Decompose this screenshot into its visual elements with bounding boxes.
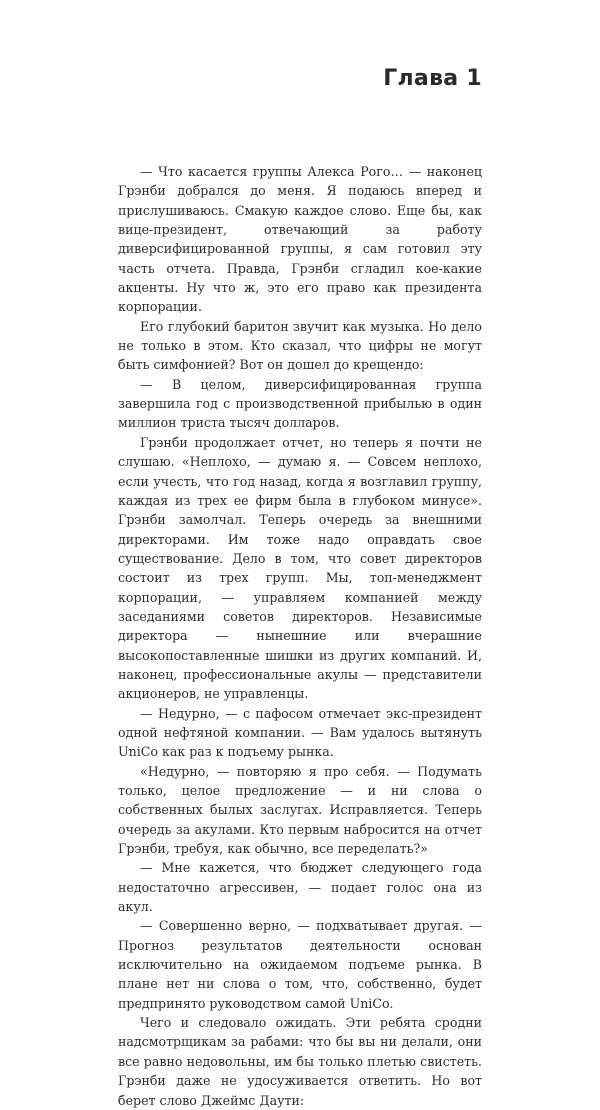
paragraph: — В целом, диверсифицированная группа завершила год с производственной прибылью в один миллион триста тысяч долларов. [118,376,482,431]
paragraph: Чего и следовало ожидать. Эти ребята сродни надсмотрщикам за рабами: что бы вы ни делали, они все равно недовольны, им бы только плетью свистеть. Грэнби даже не удосуживается ответить. Но вот берет слово Джеймс Даути: [118,1015,482,1108]
paragraph: Грэнби продолжает отчет, но теперь я почти не слушаю. «Неплохо, — думаю я. — Совсем неплохо, если учесть, что год назад, когда я возглавил группу, каждая из трех ее фирм была в глубоком минусе». Грэнби замолчал. Теперь очередь за внешними директорами. Им тоже надо оправдать свое существование. Дело в том, что совет директоров состоит из трех групп. Мы, топ-менеджмент корпорации, — управляем компанией между заседаниями советов директоров. Независимые директора — нынешние или вчерашние высокопоставленные шишки из других компаний. И, наконец, профессиональные акулы — представители акционеров, не управленцы. [118,434,482,702]
paragraph: — Мне кажется, что бюджет следующего года недостаточно агрессивен, — подает голос она из акул. [118,860,482,915]
paragraph: — Что касается группы Алекса Рого… — наконец Грэнби добрался до меня. Я подаюсь вперед и прислушиваюсь. Смакую каждое слово. Еще бы, как вице-президент, отвечающий за работу диверсифицированной группы, я сам готовил эту часть отчета. Правда, Грэнби сгладил кое-какие акценты. Ну что ж, это его право как президента корпорации. [118,164,482,315]
body-text [118,162,482,1110]
chapter-title: Глава 1 [383,66,482,91]
paragraph: Его глубокий баритон звучит как музыка. Но дело не только в этом. Кто сказал, что цифры не могут быть симфонией? Вот он дошел до крещендо: [118,318,482,373]
paragraph: — Совершенно верно, — подхватывает другая. — Прогноз результатов деятельности основан исключительно на ожидаемом подъеме рынка. В плане нет ни слова о том, что, собственно, будет предпринято руководством самой UniCo. [118,918,482,1011]
paragraph: «Недурно, — повторяю я про себя. — Подумать только, целое предложение — и ни слова о собственных былых заслугах. Исправляется. Теперь очередь за акулами. Кто первым набросится на отчет Грэнби, требуя, как обычно, все переделать?» [118,763,482,857]
paragraph: — Недурно, — с пафосом отмечает экс-президент одной нефтяной компании. — Вам удалось вытянуть UniCo как раз к подъему рынка. [118,705,482,760]
